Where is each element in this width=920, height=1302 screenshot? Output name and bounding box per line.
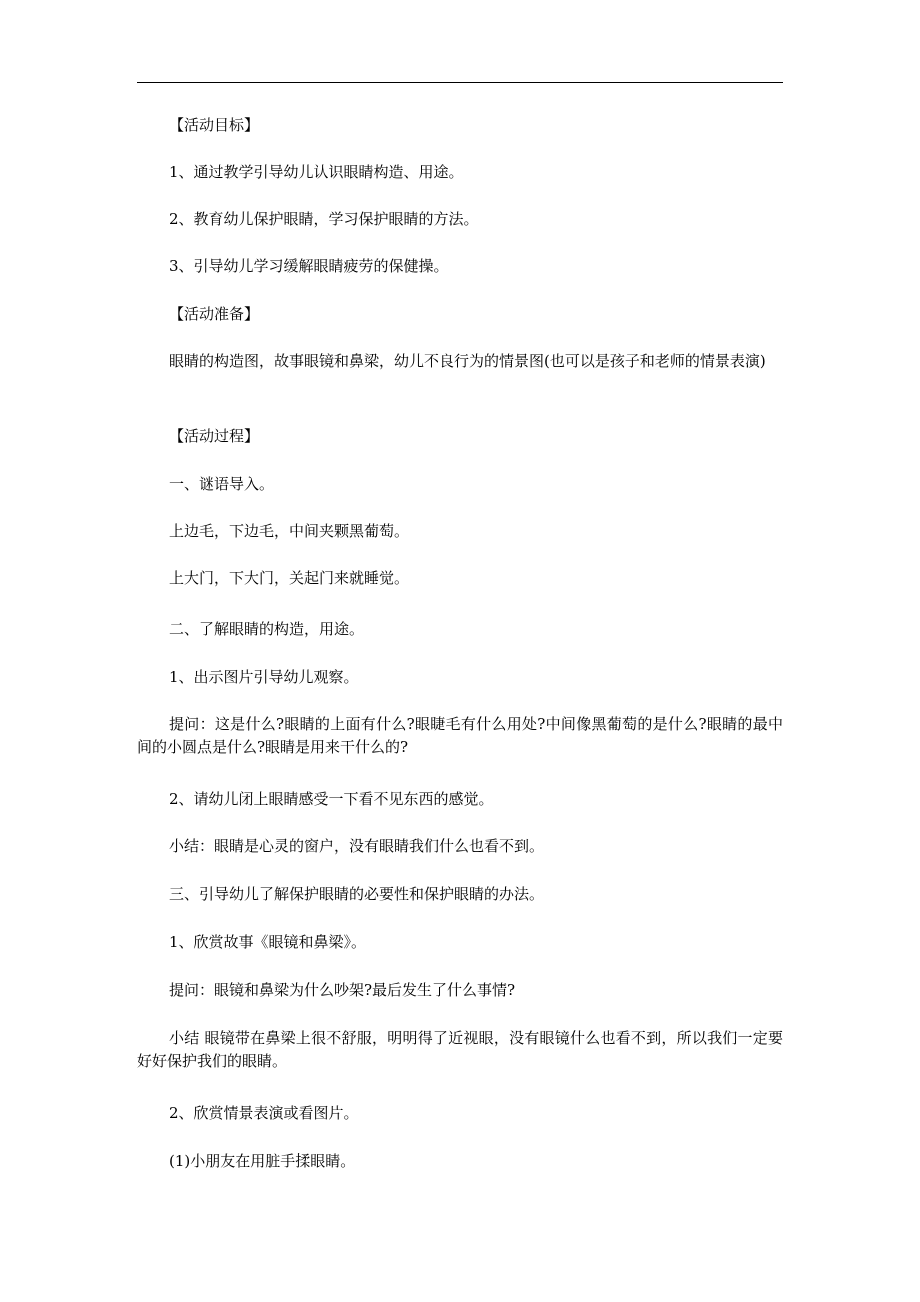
- heading-activity-goals: 【活动目标】: [169, 116, 260, 134]
- question-paragraph-2: 提问：眼镜和鼻梁为什么吵架?最后发生了什么事情?: [169, 981, 516, 999]
- step-3-item-1: 1、欣赏故事《眼镜和鼻梁》。: [169, 933, 367, 951]
- question-paragraph-1: 提问：这是什么?眼睛的上面有什么?眼睫毛有什么用处?中间像黑葡萄的是什么?眼睛的最中间的小圆点是什么?眼睛是用来干什么的?: [137, 715, 783, 756]
- step-3-heading: 三、引导幼儿了解保护眼睛的必要性和保护眼睛的办法。: [169, 885, 545, 903]
- goal-item-2: 2、教育幼儿保护眼睛，学习保护眼睛的方法。: [169, 210, 479, 228]
- goal-item-3: 3、引导幼儿学习缓解眼睛疲劳的保健操。: [169, 257, 449, 275]
- header-rule: [137, 82, 783, 83]
- preparation-text: 眼睛的构造图，故事眼镜和鼻梁，幼儿不良行为的情景图(也可以是孩子和老师的情景表演): [169, 352, 766, 370]
- riddle-line-1: 上边毛，下边毛，中间夹颗黑葡萄。: [169, 522, 410, 540]
- goal-item-1: 1、通过教学引导幼儿认识眼睛构造、用途。: [169, 163, 464, 181]
- step-3-item-2: 2、欣赏情景表演或看图片。: [169, 1104, 359, 1122]
- step-2-heading: 二、了解眼睛的构造，用途。: [169, 620, 365, 638]
- step-1-heading: 一、谜语导入。: [169, 475, 275, 493]
- step-2-item-2: 2、请幼儿闭上眼睛感受一下看不见东西的感觉。: [169, 790, 494, 808]
- heading-activity-process: 【活动过程】: [169, 427, 260, 445]
- heading-activity-preparation: 【活动准备】: [169, 305, 260, 323]
- summary-paragraph-2: 小结 眼镜带在鼻梁上很不舒服，明明得了近视眼，没有眼镜什么也看不到，所以我们一定要好好保护我们的眼睛。: [137, 1029, 783, 1070]
- summary-paragraph-1: 小结：眼睛是心灵的窗户，没有眼睛我们什么也看不到。: [169, 837, 545, 855]
- step-2-item-1: 1、出示图片引导幼儿观察。: [169, 668, 359, 686]
- riddle-line-2: 上大门，下大门，关起门来就睡觉。: [169, 569, 410, 587]
- scenario-item-1: (1)小朋友在用脏手揉眼睛。: [169, 1152, 356, 1170]
